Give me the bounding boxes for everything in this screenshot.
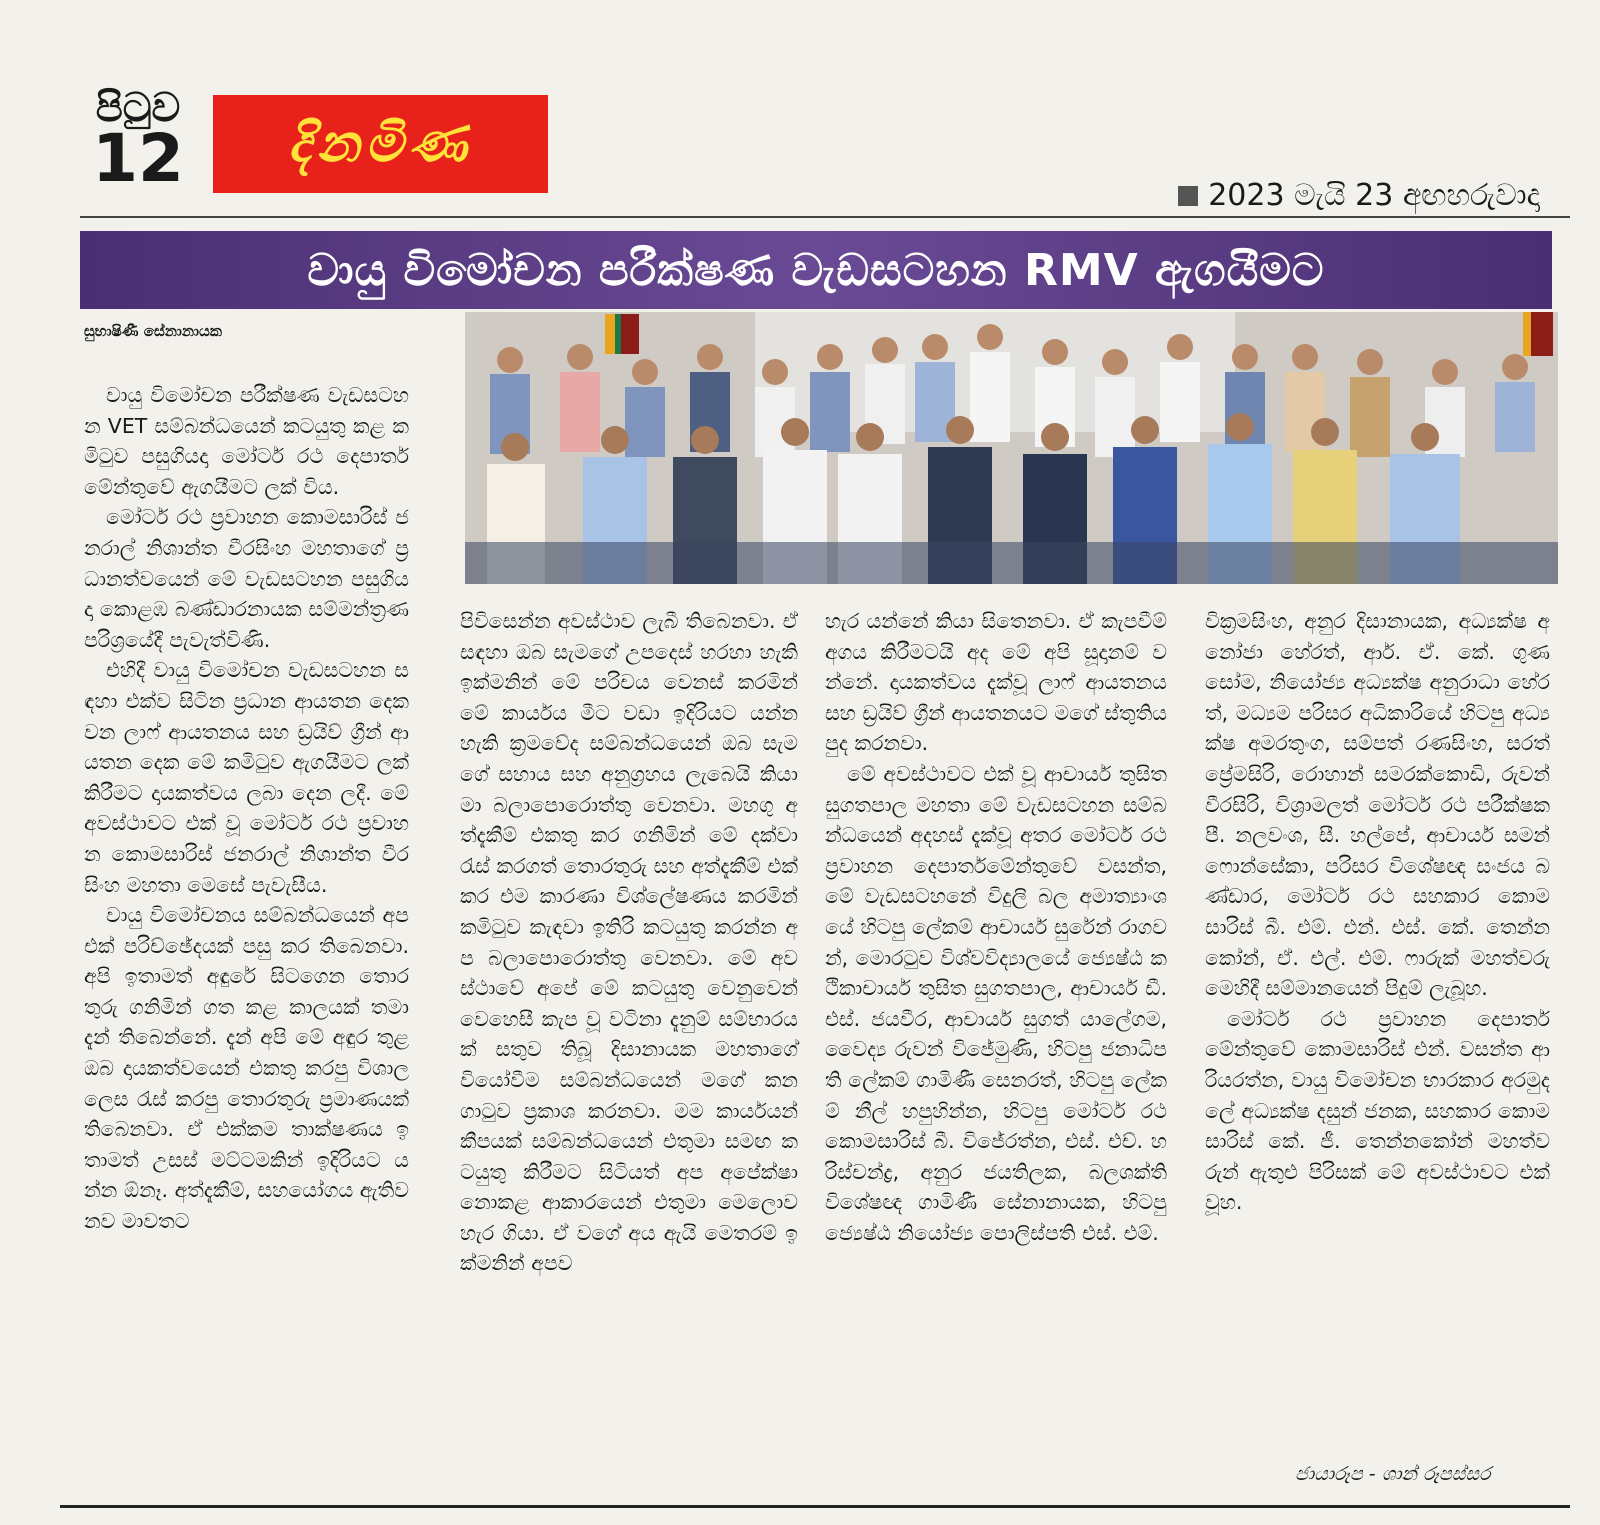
article-column-4 (1205, 606, 1550, 1218)
bottom-divider (60, 1505, 1570, 1508)
paragraph: වායු විමෝචනය සම්බන්ධයෙන් අප එක් පරිච්ඡේදයක් පසු කර තිබෙනවා. අපි ඉතාමත් අඳුරේ සිටගෙන තොරතුරු ගනිමින් ගත කළ කාලයක් තමා දැන් තිබෙන්නේ. දැන් අපි මේ අඳුර තුළ ඔබ දායකත්වයෙන් එකතු කරපු විශාල ලෙස රැස් කරපු තොරතුරු ප්‍රමාණයක් තිබෙනවා. ඒ එක්කම තාක්ෂණය ඉතාමත් උසස් මට්ටමකින් ඉදිරියට යන්න ඕනෑ. අත්දැකීම්, සහයෝගය ඇතිව නව මාවතට (84, 903, 409, 1234)
page-label (88, 85, 188, 197)
article-column-3 (825, 606, 1167, 1248)
paragraph: මෝටර් රථ ප්‍රවාහන කොමසාරිස් ජනරාල් නිශාන්ත වීරසිංහ මහතාගේ ප්‍රධානත්වයෙන් මේ වැඩසටහන පසුගියදා කොළඹ බණ්ඩාරනායක සම්මන්ත්‍රණ පරිශ්‍රයේදී පැවැත්විණි. (84, 505, 409, 652)
group-photo (465, 312, 1558, 584)
group-photo-illustration (465, 312, 1558, 584)
square-icon (1178, 186, 1198, 206)
article-headline: වායු විමෝචන පරීක්ෂණ වැඩසටහන RMV ඇගයීමට (80, 231, 1552, 309)
paragraph: පිවිසෙන්න අවස්ථාව ලැබී තිබෙනවා. ඒ සඳහා ඔබ සැමගේ උපදෙස් හරහා හැකි ඉක්මනින් මේ පරිචය වෙනස් කරමින් මේ කාර්යය මීට වඩා ඉදිරියට යන්න හැකි ක්‍රමවේද සම්බන්ධයෙන් ඔබ සැමගේ සහාය සහ අනුග්‍රහය ලැබෙයි කියා මා බලාපොරොත්තු වෙනවා. මහගු අත්දැකීම් එකතු කර ගනිමින් මේ දක්වා රැස් කරගත් තොරතුරු සහ අත්දැකීම් එක් කර එම කාරණා විශ්ලේෂණය කරමින් කමිටුව කැඳවා ඉතිරි කටයුතු කරන්න අප බලාපොරොත්තු වෙනවා. මේ අවස්ථාවේ අපේ මේ කටයුතු වෙනුවෙන් වෙහෙසී කැප වූ වටිනා දැනුම් සම්භාරයක් සතුව තිබූ දිසානායක මහතාගේ වියෝවීම සම්බන්ධයෙන් මගේ කනගාටුව ප්‍රකාශ කරනවා. මම කාර්යයන් කීපයක් සම්බන්ධයෙන් එතුමා සමඟ කටයුතු කිරීමට සිටියත් අප අපේක්ෂා නොකළ ආකාරයෙන් එතුමා මෙලොව හැර ගියා. ඒ වගේ අය ඇයි මෙතරම් ඉක්මනින් අපව (460, 609, 798, 1276)
byline: සුභාෂිණී සේනානායක (84, 322, 222, 340)
issue-date (1178, 178, 1540, 213)
top-divider (80, 216, 1570, 218)
photo-credit: ජායාරූප - ශාන් රූපස්සර (1295, 1463, 1491, 1485)
article-column-1 (84, 380, 409, 1237)
page-word: පිටුව (95, 85, 181, 131)
sri-lanka-flag-icon (605, 314, 639, 354)
issue-date-text: 2023 මැයි 23 අඟහරුවාදා (1208, 178, 1540, 213)
paragraph: මේ අවස්ථාවට එක් වූ ආචාර්ය තුසිත සුගතපාල මහතා මේ වැඩසටහන සම්බන්ධයෙන් අදහස් දැක්වූ අතර මෝටර් රථ ප්‍රවාහන දෙපාර්තමේන්තුවේ වසන්ත, මේ වැඩසටහනේ විදුලි බල අමාත්‍යාංශයේ හිටපු ලේකම් ආචාර්ය සුරේන් රාගවන්, මොරටුව විශ්වවිද්‍යාලයේ ජ්‍යෙෂ්ඨ කථිකාචාර්ය තුසිත සුගතපාල, ආචාර්ය ඩී. එස්. ජයවීර, ආචාර්ය සුගත් යාලේගම, වෛද්‍ය රුවන් විජේමුණි, හිටපු ජනාධිපති ලේකම් ගාමිණී සෙනරත්, හිටපු ලේකම් නීල් හපුහින්න, හිටපු මෝටර් රථ කොමසාරිස් බී. විජේරත්න, එස්. එච්. හරිස්චන්ද්‍ර, අනුර ජයතිලක, බලශක්ති විශේෂඥ ගාමිණී සේනානායක, හිටපු ජ්‍යෙෂ්ඨ නියෝජ්‍ය පොලිස්පති එස්. එම්. (825, 761, 1167, 1245)
paragraph: හැර යන්නේ කියා සිතෙනවා. ඒ කැපවීම් අගය කිරීමටයි අද මේ අපි සූදානම් වන්නේ. දායකත්වය දැක්වූ ලාෆ් ආයතනය සහ ඩ්‍රයිව් ග්‍රීන් ආයතනයට මගේ ස්තුතිය පුද කරනවා. (825, 609, 1167, 756)
paragraph: වායු විමෝචන පරීක්ෂණ වැඩසටහන VET සම්බන්ධයෙන් කටයුතු කළ කමිටුව පසුගියදා මෝටර් රථ දෙපාර්තමේන්තුවේ ඇගයීමට ලක් විය. (84, 383, 409, 499)
newspaper-masthead-logo: දිනමිණ (213, 95, 548, 193)
paragraph: එහිදී වායු විමෝචන වැඩසටහන සඳහා එක්ව සිටින ප්‍රධාන ආයතන දෙක වන ලාෆ් ආයතනය සහ ඩ්‍රයිව් ග්‍රීන් ආයතන දෙක මේ කමිටුව ඇගයීමට ලක් කිරීමට දායකත්වය ලබා දෙන ලදී. මේ අවස්ථාවට එක් වූ මෝටර් රථ ප්‍රවාහන කොමසාරිස් ජනරාල් නිශාන්ත වීරසිංහ මහතා මෙසේ පැවැසීය. (84, 658, 409, 897)
article-column-2 (460, 606, 798, 1279)
paragraph: වික්‍රමසිංහ, අනුර දිසානායක, අධ්‍යක්ෂ අනෝජා හේරත්, ආර්. ඒ. කේ. ගුණසෝම, නියෝජ්‍ය අධ්‍යක්ෂ අනුරාධා හේරත්, මධ්‍යම පරිසර අධිකාරියේ හිටපු අධ්‍යක්ෂ අමරතුංග, සම්පත් රණසිංහ, සරත් ප්‍රේමසිරි, රොහාන් සමරක්කොඩි, රුවන් වීරසිරි, විශ්‍රාමලත් මෝටර් රථ පරීක්ෂක පී. නලවංශ, සී. හල්පේ, ආචාර්ය සමන් ෆොන්සේකා, පරිසර විශේෂඥ සංජය බණ්ඩාර, මෝටර් රථ සහකාර කොමසාරිස් බී. එම්. එන්. එස්. කේ. තෙන්නකෝන්, ඒ. එල්. එම්. ෆාරුක් මහත්වරු මෙහිදී සම්මානයෙන් පිදුම් ලැබූහ. (1205, 609, 1550, 1001)
page-number: 12 (92, 120, 184, 197)
paragraph: මෝටර් රථ ප්‍රවාහන දෙපාර්තමේන්තුවේ කොමසාරිස් එන්. වසන්ත ආරියරත්න, වායු විමෝචන භාරකාර අරමුදලේ අධ්‍යක්ෂ දසුන් ජනක, සහකාර කොමසාරිස් කේ. ජී. තෙන්නකෝන් මහත්වරුන් ඇතුළු පිරිසක් මේ අවස්ථාවට එක් වූහ. (1205, 1006, 1550, 1215)
